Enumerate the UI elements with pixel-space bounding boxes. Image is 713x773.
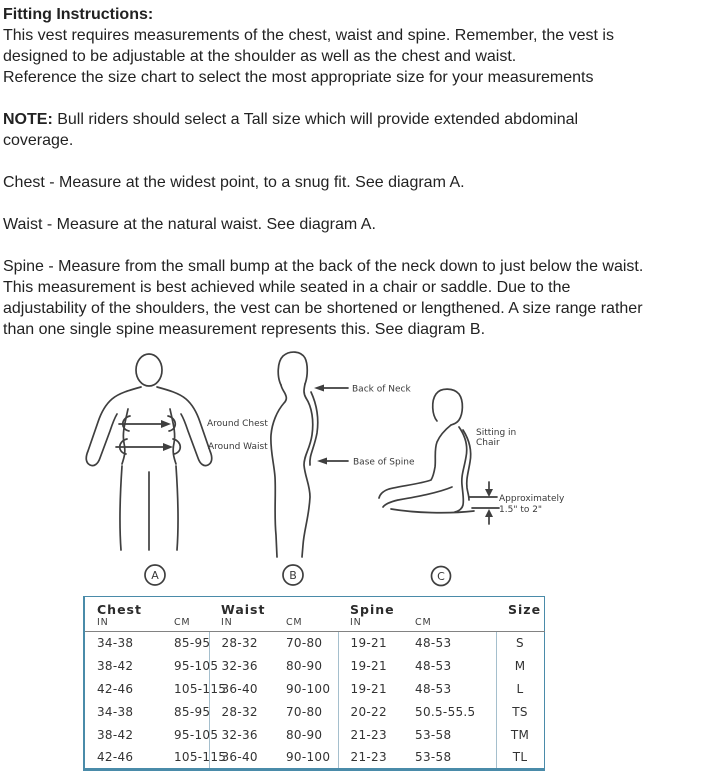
chest-in-cell: 34-38: [97, 636, 134, 651]
base-of-spine-label: Base of Spine: [353, 457, 415, 468]
size-cell: M: [496, 655, 544, 678]
intro-line: designed to be adjustable at the shoulder as well as the chest and waist.: [3, 48, 517, 65]
spine-cm-cell: 53-58: [415, 728, 452, 742]
figure-b-side-view: [271, 352, 415, 557]
spine-cm-cell: 50.5-55.5: [415, 705, 476, 719]
waist-paragraph: [3, 214, 713, 235]
spine-in-cell: 19-21: [338, 632, 403, 655]
size-cell: S: [496, 632, 544, 655]
sitting-in-chair-label: Sitting in: [476, 428, 517, 438]
spine-instruction-line: This measurement is best achieved while seated in a chair or saddle. Due to the: [3, 279, 571, 296]
intro-paragraph: [3, 4, 713, 88]
size-chart-unit-header-row: [84, 617, 544, 632]
chest-instruction: Chest - Measure at the widest point, to a snug fit. See diagram A.: [3, 174, 465, 191]
size-chart-group-header-row: [84, 597, 544, 618]
unit-header: CM: [162, 617, 209, 632]
spine-cm-cell: 48-53: [415, 636, 452, 651]
waist-cm-cell: 80-90: [286, 728, 323, 742]
waist-in-cell: 36-40: [209, 678, 274, 701]
unit-header: IN: [338, 617, 403, 632]
size-cell: TL: [496, 747, 544, 770]
unit-header: CM: [403, 617, 496, 632]
unit-header: IN: [84, 617, 162, 632]
chest-cm-cell: 95-105: [174, 728, 219, 742]
spine-cm-cell: 48-53: [415, 682, 452, 696]
spine-instruction-line: than one single spine measurement represents this. See diagram B.: [3, 321, 486, 338]
spine-instruction-line: adjustability of the shoulders, the vest can be shortened or lengthened. A size range rather: [3, 300, 643, 317]
chest-cm-cell: 85-95: [174, 636, 211, 651]
size-row-ts: [84, 701, 544, 724]
spine-cm-cell: 53-58: [415, 750, 452, 765]
note-text: Bull riders should select a Tall size which will provide extended abdominal: [52, 111, 579, 128]
size-group-header: Size: [508, 602, 542, 617]
spine-measure-line: [310, 392, 318, 465]
chest-cm-cell: 85-95: [174, 705, 211, 719]
unit-header: IN: [209, 617, 274, 632]
size-cell: TM: [496, 724, 544, 747]
chair-seat-line: [391, 509, 474, 513]
base-of-spine-arrow-icon: [317, 458, 348, 465]
size-row-tm: [84, 724, 544, 747]
waist-cm-cell: 70-80: [286, 705, 323, 719]
page-title: Fitting Instructions:: [3, 6, 154, 23]
note-paragraph: [3, 109, 713, 151]
waist-in-cell: 32-36: [209, 724, 274, 747]
size-row-l: [84, 678, 544, 701]
svg-text:B: B: [289, 569, 297, 582]
size-cell: TS: [496, 701, 544, 724]
chest-in-cell: 38-42: [97, 728, 134, 742]
chest-paragraph: [3, 172, 713, 193]
measurement-diagram: [0, 345, 713, 593]
waist-cm-cell: 90-100: [286, 682, 331, 696]
svg-text:A: A: [151, 569, 159, 582]
note-line: coverage.: [3, 132, 74, 149]
spine-group-header: Spine: [350, 602, 395, 617]
waist-in-cell: 32-36: [209, 655, 274, 678]
diagram-a-badge: [145, 565, 165, 585]
intro-line: Reference the size chart to select the most appropriate size for your measurements: [3, 69, 594, 86]
waist-in-cell: 36-40: [209, 747, 274, 770]
approximately-label: Approximately: [499, 494, 565, 504]
chest-group-header: Chest: [97, 602, 142, 617]
chest-in-cell: 42-46: [97, 750, 134, 765]
spine-in-cell: 19-21: [338, 655, 403, 678]
approximately-label: 1.5" to 2": [499, 505, 543, 515]
chest-measure-arrow-icon: [119, 420, 171, 428]
back-of-neck-label: Back of Neck: [352, 384, 411, 395]
intro-line: This vest requires measurements of the chest, waist and spine. Remember, the vest is: [3, 27, 614, 44]
size-cell: L: [496, 678, 544, 701]
diagram-b-badge: [283, 565, 303, 585]
gap-dimension-icon: [469, 482, 499, 524]
unit-header: CM: [274, 617, 338, 632]
chest-cm-cell: 95-105: [174, 659, 219, 673]
chest-in-cell: 42-46: [97, 682, 134, 696]
spine-cm-cell: 48-53: [415, 659, 452, 673]
spine-in-cell: 21-23: [338, 724, 403, 747]
size-row-m: [84, 655, 544, 678]
spine-in-cell: 21-23: [338, 747, 403, 770]
size-chart-table: [83, 596, 545, 771]
around-chest-label: Around Chest: [207, 419, 268, 429]
waist-cm-cell: 90-100: [286, 750, 331, 765]
fitting-instructions-text: [3, 4, 713, 361]
svg-text:C: C: [437, 570, 445, 583]
spine-instruction-line: Spine - Measure from the small bump at the back of the neck down to just below the waist.: [3, 258, 644, 275]
note-label: NOTE:: [3, 111, 53, 128]
spine-paragraph: [3, 256, 713, 340]
figure-a-front-view: [86, 354, 268, 550]
waist-in-cell: 28-32: [209, 701, 274, 724]
sitting-in-chair-label: Chair: [476, 438, 500, 448]
size-row-tl: [84, 747, 544, 770]
waist-instruction: Waist - Measure at the natural waist. See diagram A.: [3, 216, 376, 233]
waist-cm-cell: 70-80: [286, 636, 323, 651]
chest-cm-cell: 105-115: [174, 682, 227, 696]
waist-in-cell: 28-32: [209, 632, 274, 655]
chest-in-cell: 38-42: [97, 659, 134, 673]
diagram-c-badge: [432, 567, 451, 586]
around-waist-label: Around Waist: [208, 442, 268, 452]
size-row-s: [84, 632, 544, 655]
spine-in-cell: 20-22: [338, 701, 403, 724]
waist-group-header: Waist: [221, 602, 266, 617]
spine-in-cell: 19-21: [338, 678, 403, 701]
unit-header-empty: [496, 617, 544, 632]
chest-in-cell: 34-38: [97, 705, 134, 719]
note-line: [3, 109, 713, 130]
chest-cm-cell: 105-115: [174, 750, 227, 765]
back-of-neck-arrow-icon: [314, 385, 348, 392]
waist-cm-cell: 80-90: [286, 659, 323, 673]
